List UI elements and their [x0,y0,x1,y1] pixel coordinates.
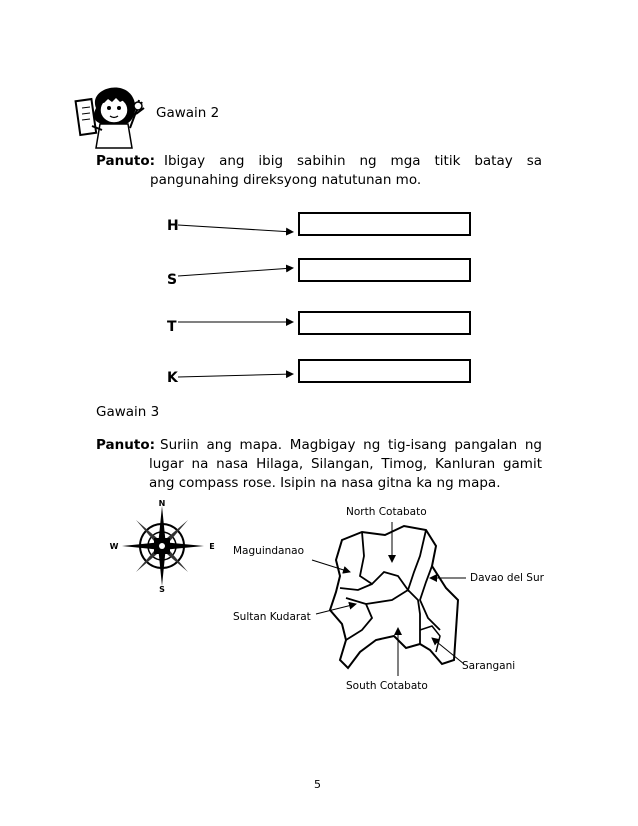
label-north-cotabato: North Cotabato [346,506,427,518]
gawain3-panuto-line2: lugar na nasa Hilaga, Silangan, Timog, Kanluran gamit [149,456,542,472]
letter-s: S [167,272,178,288]
gawain3-title: Gawain 3 [96,404,160,420]
label-south-cotabato: South Cotabato [346,680,428,692]
letter-h: H [167,218,179,234]
letter-t: T [167,319,177,335]
compass-w: W [109,542,119,551]
compass-e: E [209,542,215,551]
gawain3-panuto-line1: Suriin ang mapa. Magbigay ng tig-isang pangalan ng [160,437,542,453]
map-outline [330,526,458,668]
compass-s: S [159,585,165,594]
gawain3-panuto-line3: ang compass rose. Isipin na nasa gitna ka ng mapa. [149,475,501,491]
label-davao-del-sur: Davao del Sur [470,572,544,584]
label-sarangani: Sarangani [462,660,516,672]
compass-n: N [158,499,166,508]
gawain2-panuto-label: Panuto: [96,153,155,169]
page-number: 5 [314,778,321,791]
gawain3-panuto-label: Panuto: [96,437,155,453]
gawain2-title: Gawain 2 [156,105,220,121]
label-sultan-kudarat: Sultan Kudarat [233,611,311,623]
letter-k: K [167,370,178,386]
gawain2-panuto-line2: pangunahing direksyong natutunan mo. [150,172,422,188]
gawain2-panuto-line1: Ibigay ang ibig sabihin ng mga titik batay sa [164,153,542,169]
label-maguindanao: Maguindanao [233,545,304,557]
